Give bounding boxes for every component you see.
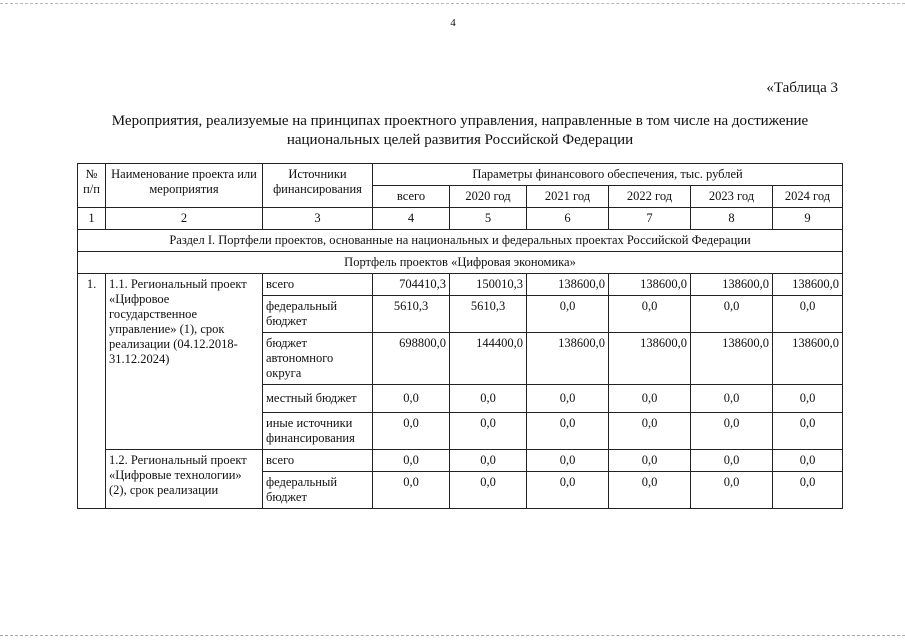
header-source: Источники финансирования [263,164,373,208]
table-row [78,450,843,472]
value-cell: 0,0 [450,413,527,450]
value-cell: 0,0 [773,450,843,472]
value-cell: 0,0 [373,472,450,509]
scan-edge-bottom [0,635,905,636]
value-cell: 0,0 [691,296,773,333]
table-row [78,274,843,296]
value-cell: 5610,3 [373,296,450,333]
value-cell: 0,0 [609,413,691,450]
value-cell: 144400,0 [450,333,527,385]
header-total: всего [373,186,450,208]
value-cell: 0,0 [773,385,843,413]
value-cell: 138600,0 [609,274,691,296]
column-number: 8 [691,208,773,230]
value-cell: 0,0 [373,413,450,450]
value-cell: 0,0 [527,413,609,450]
value-cell: 0,0 [773,296,843,333]
column-number: 3 [263,208,373,230]
value-cell: 0,0 [691,385,773,413]
value-cell: 138600,0 [527,274,609,296]
value-cell: 0,0 [609,385,691,413]
portfolio-title: Портфель проектов «Цифровая экономика» [78,252,843,274]
value-cell: 0,0 [609,296,691,333]
column-number: 1 [78,208,106,230]
column-number: 4 [373,208,450,230]
column-number-row [78,208,843,230]
value-cell: 0,0 [527,296,609,333]
funding-source: федеральный бюджет [263,296,373,333]
column-number: 7 [609,208,691,230]
value-cell: 0,0 [691,450,773,472]
value-cell: 0,0 [450,385,527,413]
value-cell: 704410,3 [373,274,450,296]
header-year-2020: 2020 год [450,186,527,208]
value-cell: 0,0 [373,385,450,413]
project-name: 1.1. Региональный проект «Цифровое государственное управление» (1), срок реализации (04.12.2018-31.12.2024) [106,274,263,450]
value-cell: 0,0 [527,385,609,413]
value-cell: 0,0 [609,450,691,472]
scan-edge-top [0,3,905,4]
value-cell: 150010,3 [450,274,527,296]
header-row-1 [78,164,843,186]
funding-source: федеральный бюджет [263,472,373,509]
value-cell: 0,0 [773,472,843,509]
header-name: Наименование проекта или мероприятия [106,164,263,208]
value-cell: 138600,0 [691,333,773,385]
header-params: Параметры финансового обеспечения, тыс. рублей [373,164,843,186]
row-number: 1. [78,274,106,509]
document-title [90,112,830,150]
value-cell: 0,0 [691,413,773,450]
value-cell: 138600,0 [691,274,773,296]
header-year-2024: 2024 год [773,186,843,208]
header-year-2023: 2023 год [691,186,773,208]
column-number: 9 [773,208,843,230]
funding-source: бюджет автономного округа [263,333,373,385]
section-title: Раздел I. Портфели проектов, основанные на национальных и федеральных проектах Российской Федерации [78,230,843,252]
column-number: 5 [450,208,527,230]
value-cell: 138600,0 [609,333,691,385]
portfolio-row [78,252,843,274]
funding-source: всего [263,274,373,296]
column-number: 6 [527,208,609,230]
funding-source: местный бюджет [263,385,373,413]
header-year-2022: 2022 год [609,186,691,208]
page-number: 4 [450,17,456,29]
value-cell: 138600,0 [527,333,609,385]
value-cell: 0,0 [527,472,609,509]
value-cell: 0,0 [609,472,691,509]
funding-source: иные источники финансирования [263,413,373,450]
value-cell: 0,0 [373,450,450,472]
header-year-2021: 2021 год [527,186,609,208]
section-row [78,230,843,252]
value-cell: 0,0 [691,472,773,509]
financing-table [77,163,843,509]
header-number: № п/п [78,164,106,208]
table-caption: «Таблица 3 [766,80,838,96]
value-cell: 5610,3 [450,296,527,333]
project-name: 1.2. Региональный проект «Цифровые технологии» (2), срок реализации [106,450,263,509]
value-cell: 0,0 [450,472,527,509]
value-cell: 0,0 [450,450,527,472]
value-cell: 698800,0 [373,333,450,385]
value-cell: 138600,0 [773,333,843,385]
value-cell: 0,0 [773,413,843,450]
column-number: 2 [106,208,263,230]
value-cell: 138600,0 [773,274,843,296]
value-cell: 0,0 [527,450,609,472]
funding-source: всего [263,450,373,472]
document-title-line-1: Мероприятия, реализуемые на принципах проектного управления, направленные в том числе на достижение [111,113,809,129]
document-title-line-2: национальных целей развития Российской Федерации [286,132,634,148]
